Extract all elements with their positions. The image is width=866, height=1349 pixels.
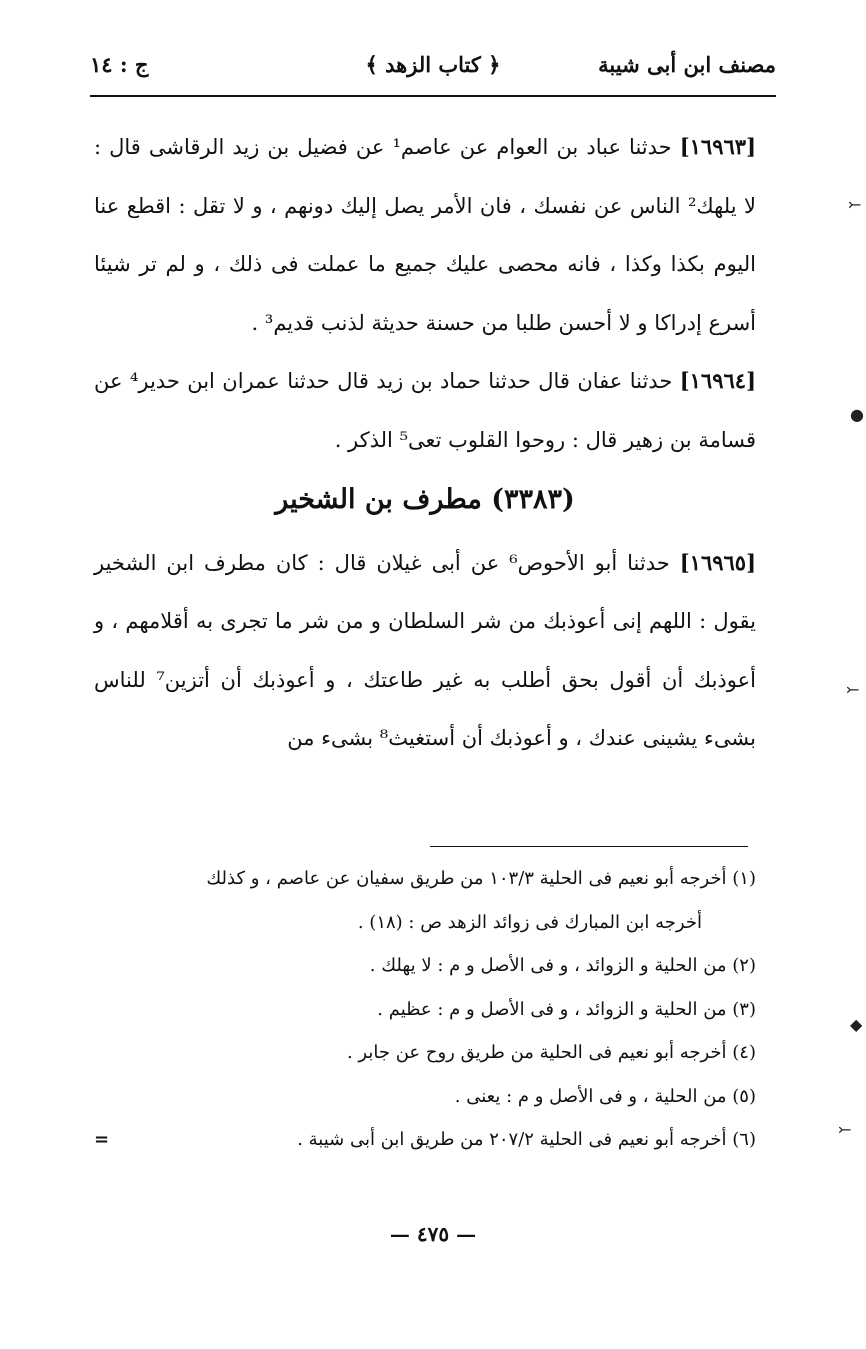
paragraph-text: حدثنا أبو الأحوص⁶ عن أبى غيلان قال : كان مطرف ابن الشخير يقول : اللهم إنى أعوذبك من شر السلطان و من شر ما تجرى به أقلامهم ، و أعوذبك أن أقول بحق أطلب به غير طاعتك ، و أعوذبك أن أتزين⁷ للناس بشىء يشينى عندك ، و أعوذبك أن أستغيث⁸ بشىء من [94, 550, 756, 750]
paragraph-text: حدثنا عباد بن العوام عن عاصم¹ عن فضيل بن زيد الرقاشى قال : لا يلهك² الناس عن نفسك ، فان الأمر يصل إليك دونهم ، و لا تقل : اقطع عنا اليوم بكذا وكذا ، فانه محصى عليك جميع ما عملت فى ذلك ، و لم تر شيئا أسرع إدراكا و لا أحسن طلبا من حسنة حديثة لذنب قديم³ . [94, 135, 756, 335]
paragraph-number: [١٦٩٦٥] [679, 549, 757, 575]
footnote-6 [94, 1118, 756, 1162]
paragraph-text: حدثنا عفان قال حدثنا حماد بن زيد قال حدثنا عمران ابن حدير⁴ عن قسامة بن زهير قال : روحوا القلوب تعى⁵ الذكر . [94, 369, 756, 452]
footnote-rule [430, 846, 748, 847]
footnote-3: (٣) من الحلية و الزوائد ، و فى الأصل و م : عظيم . [377, 998, 756, 1020]
footnote-6-text: (٦) أخرجه أبو نعيم فى الحلية ٢٠٧/٢ من طريق ابن أبى شيبة . [297, 1129, 756, 1150]
margin-mark: ⤚ [838, 1120, 852, 1139]
header-section-title: ﴿ كتاب الزهد ﴾ [365, 52, 501, 77]
footnote-4: (٤) أخرجه أبو نعيم فى الحلية من طريق روح عن جابر . [346, 1042, 756, 1063]
paragraph-number: [١٦٩٦٣] [679, 134, 756, 159]
paragraph-16964 [94, 352, 756, 469]
paragraph-16965 [94, 534, 756, 768]
footnote-1: (١) أخرجه أبو نعيم فى الحلية ١٠٣/٣ من طريق سفيان عن عاصم ، و كذلك [206, 868, 756, 889]
chapter-title: (٣٣٨٣) مطرف بن الشخير [275, 484, 575, 515]
paragraph-number: [١٦٩٦٤] [679, 368, 756, 393]
header-volume: ج : ١٤ [90, 52, 149, 77]
main-text [94, 118, 756, 768]
footnote-5: (٥) من الحلية ، و فى الأصل و م : يعنى . [454, 1085, 756, 1107]
page-number: — ٤٧٥ — [389, 1222, 477, 1246]
header-rule [90, 95, 776, 97]
footnote-2: (٢) من الحلية و الزوائد ، و فى الأصل و م : لا يهلك . [369, 955, 756, 976]
margin-mark: ⤚ [848, 195, 862, 214]
running-header [90, 48, 776, 88]
footnotes [94, 857, 756, 1162]
paragraph-16963 [94, 118, 756, 352]
footnote-1-continuation: أخرجه ابن المبارك فى زوائد الزهد ص : (١٨) . [357, 911, 702, 933]
margin-mark: ⤚ [846, 680, 860, 699]
margin-mark: ● [850, 405, 864, 424]
header-book-title: مصنف ابن أبى شيبة [598, 52, 776, 77]
continuation-mark: = [94, 1129, 110, 1150]
margin-mark: ◆ [850, 1015, 863, 1034]
